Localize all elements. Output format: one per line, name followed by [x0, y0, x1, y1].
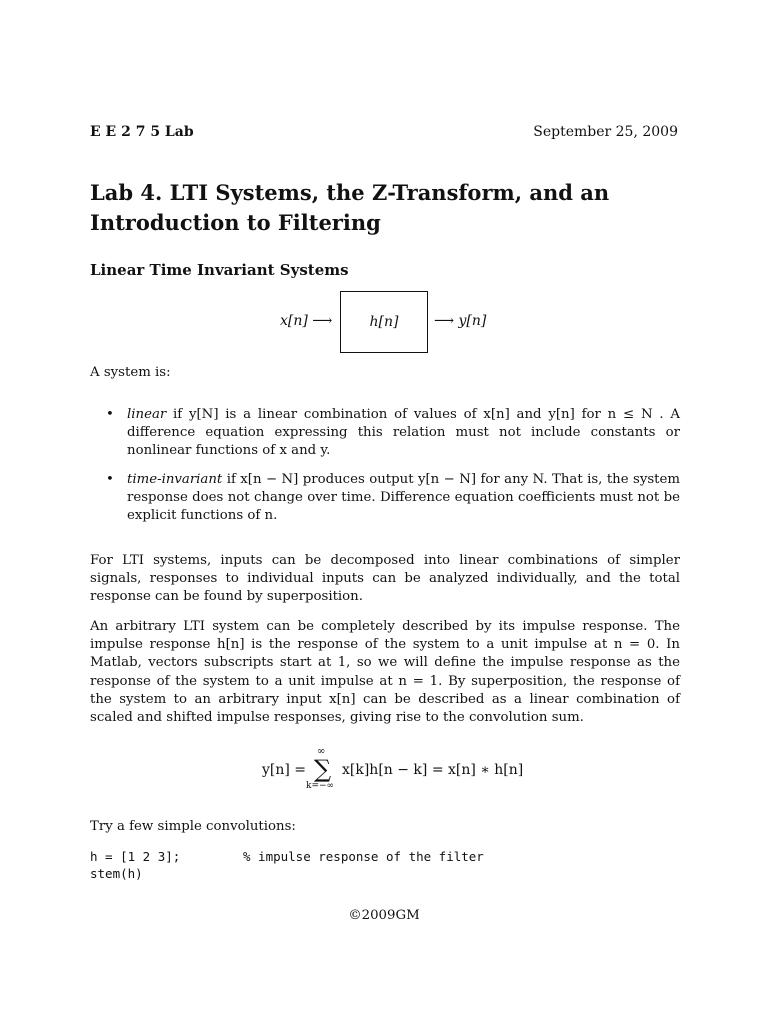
section-heading: Linear Time Invariant Systems — [90, 261, 349, 279]
time-invariant-description: if x[n − N] produces output y[n − N] for any N. That is, the system response does not change over time. Difference equation coefficients must not be explicit functions of n. — [127, 471, 680, 524]
code-statement: stem(h) — [90, 866, 143, 881]
code-comment: % impulse response of the filter — [243, 849, 484, 864]
try-text: Try a few simple convolutions: — [90, 819, 296, 834]
course-header: E E 2 7 5 Lab — [90, 124, 194, 140]
list-item — [106, 406, 680, 461]
code-block — [0, 849, 768, 889]
intro-text: A system is: — [90, 365, 171, 380]
system-block — [340, 291, 428, 353]
equation-rhs: x[k]h[n − k] = x[n] ∗ h[n] — [342, 762, 524, 778]
paragraph-impulse: An arbitrary LTI system can be completely described by its impulse response. The impulse response h[n] is the response of the system to a unit impulse at n = 0. In Matlab, vectors subscripts start at 1, so we will define the impulse response as the response of the system to a unit impulse at n = 1. By superposition, the response of the system to an arbitrary input x[n] can be described as a linear combination of scaled and shifted impulse responses, giving rise to the convolution sum. — [90, 619, 680, 726]
copyright-footer: ©2009GM — [348, 908, 420, 923]
sum-lower-limit: k=−∞ — [306, 781, 335, 791]
sum-symbol: ∑ — [314, 755, 332, 783]
bullet-dot: • — [106, 471, 114, 487]
term-linear: linear — [127, 407, 167, 422]
linear-description: if y[N] is a linear combination of values of x[n] and y[n] for n ≤ N . A difference equation expressing this relation must not include constants or nonlinear functions of x and y. — [127, 407, 680, 459]
property-list — [106, 406, 680, 535]
paragraph-lti: For LTI systems, inputs can be decomposed into linear combinations of simpler signals, responses to individual inputs can be analyzed individually, and the total response can be found by superposition. — [90, 553, 680, 605]
diagram-output-label: ⟶ y[n] — [434, 313, 487, 329]
diagram-input-label: x[n] ⟶ — [280, 313, 333, 329]
sum-upper-limit: ∞ — [317, 746, 326, 757]
convolution-equation — [0, 746, 768, 791]
term-time-invariant: time-invariant — [127, 471, 223, 487]
system-block-label: h[n] — [369, 314, 399, 330]
bullet-dot: • — [106, 407, 114, 422]
date-header: September 25, 2009 — [533, 124, 678, 140]
list-item — [106, 471, 680, 526]
lab-title: Lab 4. LTI Systems, the Z-Transform, and an Introduction to Filtering — [90, 180, 610, 235]
code-statement: h = [1 2 3]; — [90, 849, 181, 864]
equation-lhs: y[n] = — [262, 762, 307, 778]
